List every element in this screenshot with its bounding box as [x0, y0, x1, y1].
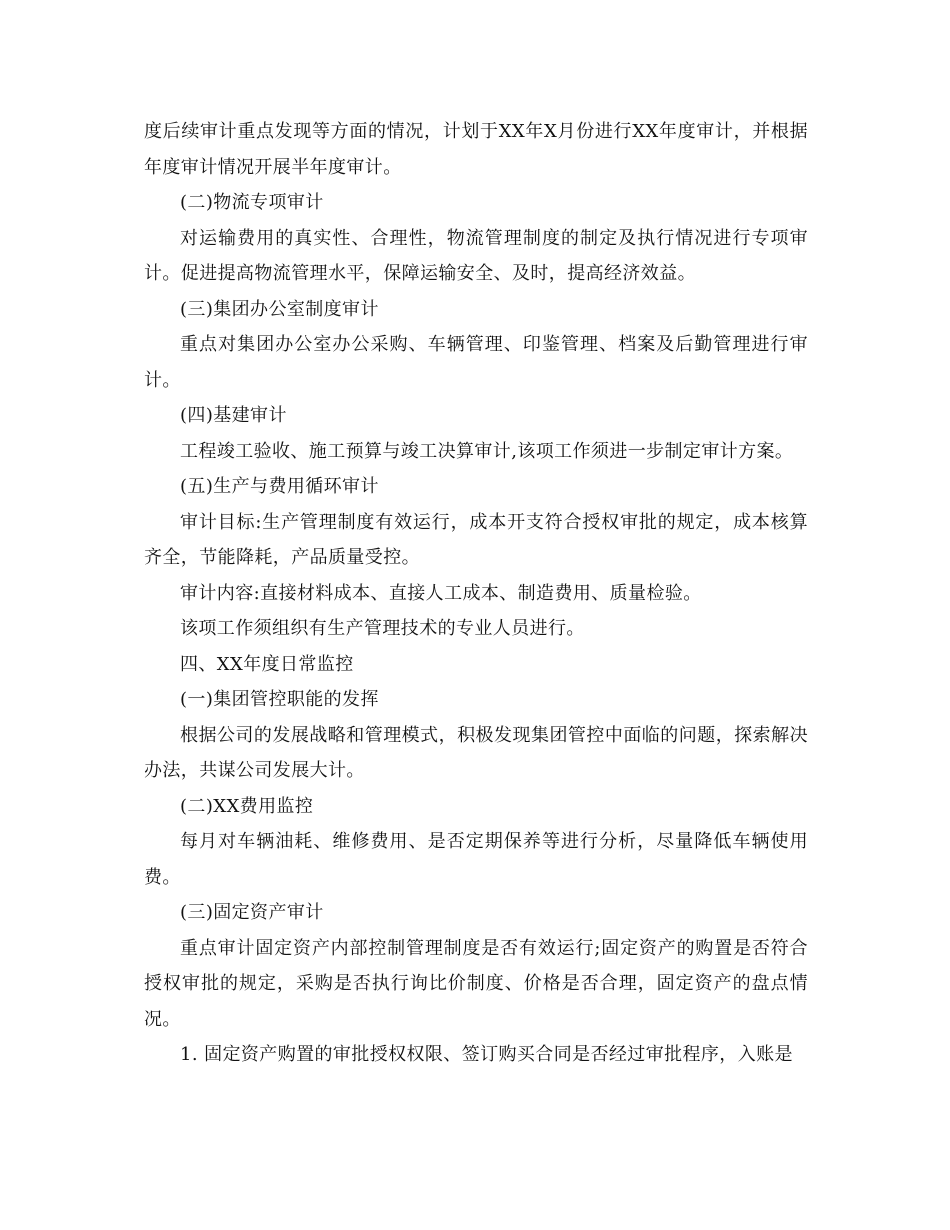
paragraph-audit-content: 审计内容:直接材料成本、直接人工成本、制造费用、质量检验。 — [180, 582, 702, 604]
subheading-production-audit: (五)生产与费用循环审计 — [180, 476, 379, 497]
paragraph-audit-objective: 审计目标:生产管理制度有效运行，成本开支符合授权审批的规定，成本核算齐全，节能降耗，产品质量受控。 — [144, 511, 808, 568]
subheading-logistics-audit: (二)物流专项审计 — [180, 192, 324, 213]
subheading-expense-monitoring: (二)XX费用监控 — [180, 795, 314, 817]
paragraph-group-control: 根据公司的发展战略和管理模式，积极发现集团管控中面临的问题，探索解决办法，共谋公司发展大计。 — [144, 724, 808, 781]
list-item-fixed-asset-purchase: 1. 固定资产购置的审批授权权限、签订购买合同是否经过审批程序，入账是 — [180, 1044, 793, 1065]
section-heading-daily-monitoring: 四、XX年度日常监控 — [180, 653, 354, 675]
document-body — [144, 114, 808, 1073]
subheading-office-audit: (三)集团办公室制度审计 — [180, 298, 379, 320]
paragraph-expense-monitoring: 每月对车辆油耗、维修费用、是否定期保养等进行分析，尽量降低车辆使用费。 — [144, 831, 808, 888]
paragraph-fixed-asset-audit: 重点审计固定资产内部控制管理制度是否有效运行;固定资产的购置是否符合授权审批的规定，采购是否执行询比价制度、价格是否合理，固定资产的盘点情况。 — [144, 937, 808, 1030]
subheading-group-control: (一)集团管控职能的发挥 — [180, 689, 379, 710]
paragraph-construction-audit: 工程竣工验收、施工预算与竣工决算审计,该项工作须进一步制定审计方案。 — [180, 440, 794, 462]
paragraph-audit-staffing: 该项工作须组织有生产管理技术的专业人员进行。 — [180, 618, 585, 639]
subheading-construction-audit: (四)基建审计 — [180, 405, 287, 426]
paragraph-office-audit: 重点对集团办公室办公采购、车辆管理、印鉴管理、档案及后勤管理进行审计。 — [144, 334, 808, 391]
paragraph-continuation: 度后续审计重点发现等方面的情况，计划于XX年X月份进行XX年度审计，并根据年度审计情况开展半年度审计。 — [144, 121, 808, 178]
paragraph-logistics-audit: 对运输费用的真实性、合理性，物流管理制度的制定及执行情况进行专项审计。促进提高物流管理水平，保障运输安全、及时，提高经济效益。 — [144, 227, 808, 284]
subheading-fixed-asset-audit: (三)固定资产审计 — [180, 902, 324, 923]
